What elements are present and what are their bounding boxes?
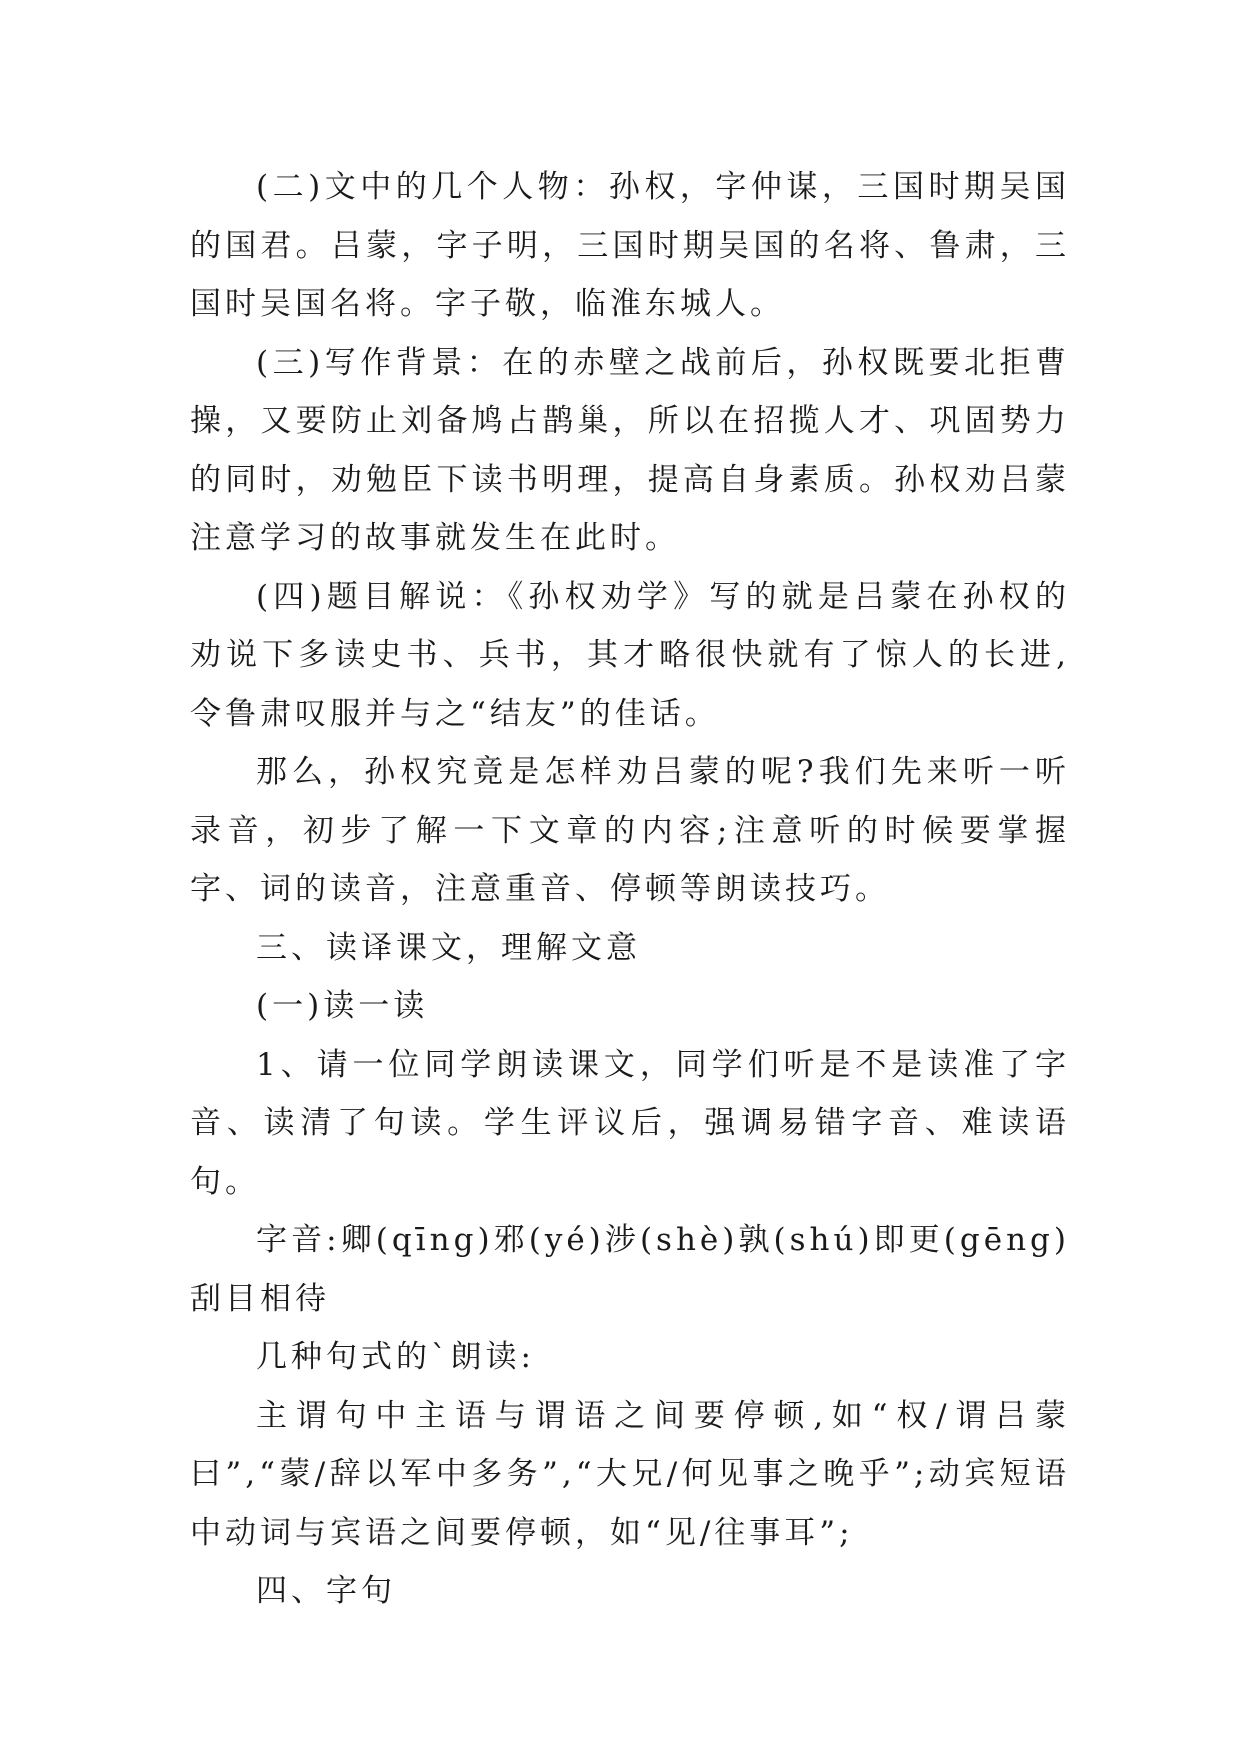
document-body	[190, 158, 1070, 1621]
paragraph-title-explanation: (四)题目解说：《孙权劝学》写的就是吕蒙在孙权的劝说下多读史书、兵书，其才略很快就有了惊人的长进,令鲁肃叹服并与之“结友”的佳话。	[190, 578, 1070, 732]
section-heading-3: 三、读译课文，理解文意	[256, 929, 641, 966]
paragraph-transition: 那么，孙权究竟是怎样劝吕蒙的呢?我们先来听一听录音，初步了解一下文章的内容;注意听的时候要掌握字、词的读音，注意重音、停顿等朗读技巧。	[190, 754, 1070, 907]
paragraph-background: (三)写作背景：在的赤壁之战前后，孙权既要北拒曹操，又要防止刘备鸠占鹊巢，所以在招揽人才、巩固势力的同时，劝勉臣下读书明理，提高自身素质。孙权劝吕蒙注意学习的故事就发生在此时。	[190, 344, 1070, 556]
paragraph-pronunciation: 字音:卿(qīng)邪(yé)涉(shè)孰(shú)即更(gēng)刮目相待	[190, 1222, 1070, 1317]
paragraph-step-1: 1、请一位同学朗读课文，同学们听是不是读准了字音、读清了句读。学生评议后，强调易错字音、难读语句。	[190, 1046, 1070, 1200]
section-heading-4: 四、字句	[256, 1573, 396, 1609]
paragraph-pause-rules: 主谓句中主语与谓语之间要停顿,如“权/谓吕蒙曰”,“蒙/辞以军中多务”,“大兄/何见事之晚乎”;动宾短语中动词与宾语之间要停顿，如“见/往事耳”;	[190, 1397, 1070, 1551]
paragraph-characters: (二)文中的几个人物：孙权，字仲谋，三国时期吴国的国君。吕蒙，字子明，三国时期吴国的名将、鲁肃，三国时吴国名将。字子敬，临淮东城人。	[190, 169, 1070, 322]
subsection-heading-1: (一)读一读	[256, 988, 429, 1024]
paragraph-sentence-patterns: 几种句式的`朗读:	[256, 1339, 535, 1375]
